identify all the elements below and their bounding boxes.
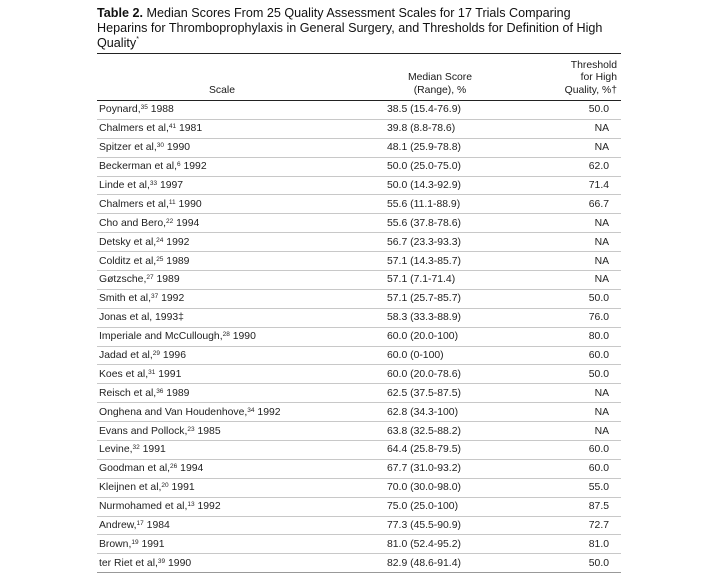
median-score-cell: 70.0 (30.0-98.0) (350, 478, 530, 497)
median-score-cell: 57.1 (7.1-71.4) (350, 271, 530, 290)
scale-cell (97, 346, 350, 365)
median-score-cell: 55.6 (37.8-78.6) (350, 214, 530, 233)
reference-number: 31 (148, 368, 156, 376)
median-score-cell: 58.3 (33.3-88.9) (350, 308, 530, 327)
table-row (97, 119, 621, 138)
scale-year: 1990 (175, 198, 202, 210)
scale-name: Onghena and Van Houdenhove, (99, 406, 248, 418)
scale-cell (97, 384, 350, 403)
table-row (97, 138, 621, 157)
table-row (97, 441, 621, 460)
scale-name: Colditz et al, (99, 255, 157, 267)
scale-year: 1992 (163, 236, 190, 248)
threshold-cell: NA (530, 119, 621, 138)
scale-name: Nurmohamed et al, (99, 501, 188, 513)
table-row (97, 252, 621, 271)
scale-name: Gøtzsche, (99, 274, 147, 286)
table-figure (97, 6, 621, 573)
table-row (97, 233, 621, 252)
median-score-cell: 77.3 (45.5-90.9) (350, 516, 530, 535)
scale-name: Beckerman et al, (99, 161, 177, 173)
table-row (97, 535, 621, 554)
scale-year: 1992 (158, 293, 185, 305)
threshold-cell: 60.0 (530, 459, 621, 478)
threshold-cell: 80.0 (530, 327, 621, 346)
scale-year: 1990 (165, 557, 192, 569)
scale-name: Reisch et al, (99, 387, 157, 399)
table-row (97, 384, 621, 403)
table-label: Table 2. (97, 6, 143, 20)
table-row (97, 289, 621, 308)
scores-table (97, 54, 621, 573)
scale-year: 1992 (180, 161, 207, 173)
scale-year: 1991 (139, 444, 166, 456)
threshold-cell: 62.0 (530, 157, 621, 176)
threshold-cell: 60.0 (530, 346, 621, 365)
scale-cell (97, 138, 350, 157)
median-score-cell: 50.0 (14.3-92.9) (350, 176, 530, 195)
reference-number: 19 (131, 538, 139, 546)
scale-name: Poynard, (99, 104, 141, 116)
threshold-cell: 60.0 (530, 441, 621, 460)
scale-name: Chalmers et al, (99, 198, 169, 210)
scale-year: 1994 (177, 463, 204, 475)
threshold-cell: NA (530, 138, 621, 157)
threshold-cell: NA (530, 252, 621, 271)
scale-year: 1988 (147, 104, 174, 116)
table-row (97, 403, 621, 422)
table-row (97, 271, 621, 290)
scale-year: 1990 (164, 142, 191, 154)
scale-cell (97, 554, 350, 573)
scale-cell (97, 459, 350, 478)
median-score-cell: 55.6 (11.1-88.9) (350, 195, 530, 214)
scale-name: Jadad et al, (99, 350, 153, 362)
reference-number: 37 (150, 293, 159, 301)
reference-number: 11 (168, 198, 176, 206)
reference-number: 13 (187, 501, 195, 509)
table-row (97, 195, 621, 214)
scale-name: ter Riet et al, (99, 557, 158, 569)
median-score-cell: 67.7 (31.0-93.2) (350, 459, 530, 478)
scale-year: 1991 (155, 368, 182, 380)
reference-number: 41 (168, 123, 177, 131)
scale-year: 1990 (229, 331, 256, 343)
scale-name: Spitzer et al, (99, 142, 157, 154)
median-score-cell: 60.0 (20.0-100) (350, 327, 530, 346)
scale-year: 1992 (254, 406, 281, 418)
scale-cell (97, 289, 350, 308)
scale-year: 1994 (173, 217, 200, 229)
median-score-cell: 81.0 (52.4-95.2) (350, 535, 530, 554)
scale-year: 1989 (163, 255, 190, 267)
median-score-cell: 64.4 (25.8-79.5) (350, 441, 530, 460)
table-row (97, 308, 621, 327)
scale-cell (97, 157, 350, 176)
scale-cell (97, 119, 350, 138)
scale-cell (97, 327, 350, 346)
scale-name: Linde et al, (99, 180, 150, 191)
scale-cell (97, 478, 350, 497)
scale-cell (97, 252, 350, 271)
scale-cell (97, 516, 350, 535)
reference-number: 24 (156, 236, 164, 244)
reference-number: 20 (161, 482, 169, 490)
table-row (97, 346, 621, 365)
scale-cell (97, 308, 350, 327)
threshold-cell: 81.0 (530, 535, 621, 554)
reference-number: 26 (170, 463, 178, 471)
scale-year: 1981 (176, 123, 203, 135)
median-score-cell: 62.5 (37.5-87.5) (350, 384, 530, 403)
table-row (97, 516, 621, 535)
reference-number: 23 (187, 425, 195, 433)
threshold-cell: 50.0 (530, 289, 621, 308)
scale-cell (97, 101, 350, 120)
scale-cell (97, 195, 350, 214)
scale-name: Smith et al, (99, 293, 151, 305)
scale-name: Kleijnen et al, (99, 482, 162, 494)
table-body (97, 101, 621, 573)
threshold-cell: NA (530, 214, 621, 233)
median-score-cell: 39.8 (8.8-78.6) (350, 119, 530, 138)
reference-number: 22 (166, 217, 174, 225)
threshold-cell: 87.5 (530, 497, 621, 516)
scale-year: 1996 (159, 350, 186, 362)
scale-name: Detsky et al, (99, 236, 157, 248)
median-score-cell: 48.1 (25.9-78.8) (350, 138, 530, 157)
median-score-cell: 57.1 (25.7-85.7) (350, 289, 530, 308)
reference-number: 25 (156, 255, 164, 263)
reference-number: 36 (156, 387, 164, 395)
table-row (97, 497, 621, 516)
threshold-cell: 55.0 (530, 478, 621, 497)
threshold-cell: 72.7 (530, 516, 621, 535)
median-score-cell: 57.1 (14.3-85.7) (350, 252, 530, 271)
scale-cell (97, 497, 350, 516)
reference-number: 6 (176, 161, 181, 169)
scale-cell (97, 271, 350, 290)
threshold-cell: 71.4 (530, 176, 621, 195)
scale-year: 1989 (163, 387, 190, 399)
scale-cell (97, 403, 350, 422)
median-score-cell: 38.5 (15.4-76.9) (350, 101, 530, 120)
scale-name: Brown, (99, 538, 132, 550)
scale-year: 1992 (194, 501, 221, 513)
median-score-cell: 56.7 (23.3-93.3) (350, 233, 530, 252)
table-row (97, 478, 621, 497)
threshold-cell: 50.0 (530, 554, 621, 573)
table-title (97, 6, 621, 54)
scale-name: Imperiale and McCullough, (99, 331, 223, 343)
threshold-cell: 66.7 (530, 195, 621, 214)
scale-year: 1985 (194, 425, 221, 437)
reference-number: 27 (146, 274, 154, 282)
threshold-cell: 50.0 (530, 365, 621, 384)
reference-number: 28 (222, 331, 230, 339)
scale-name: Goodman et al, (99, 463, 171, 475)
scale-cell (97, 441, 350, 460)
threshold-cell: NA (530, 233, 621, 252)
scale-cell (97, 535, 350, 554)
scale-year: 1991 (138, 538, 165, 550)
scale-cell (97, 422, 350, 441)
scale-name: Chalmers et al, (99, 123, 169, 135)
threshold-cell: 76.0 (530, 308, 621, 327)
table-row (97, 422, 621, 441)
table-row (97, 101, 621, 120)
scale-name: Evans and Pollock, (99, 425, 188, 437)
scale-name: Cho and Bero, (99, 217, 167, 229)
median-score-cell: 50.0 (25.0-75.0) (350, 157, 530, 176)
table-row (97, 365, 621, 384)
table-row (97, 327, 621, 346)
scale-cell (97, 365, 350, 384)
reference-number: 32 (132, 444, 140, 452)
threshold-cell: 50.0 (530, 101, 621, 120)
scale-name: Andrew, (99, 520, 137, 532)
table-row (97, 176, 621, 195)
threshold-cell: NA (530, 422, 621, 441)
table-caption: Median Scores From 25 Quality Assessment Scales for 17 Trials Comparing Heparins for Thromboprophylaxis in General Surgery, and Thresholds for Definition of High Quality (97, 6, 603, 50)
median-score-cell: 62.8 (34.3-100) (350, 403, 530, 422)
table-row (97, 554, 621, 573)
median-score-cell: 63.8 (32.5-88.2) (350, 422, 530, 441)
scale-year: 1984 (143, 520, 170, 532)
scale-cell (97, 214, 350, 233)
reference-number: 30 (156, 142, 164, 150)
reference-number: 33 (149, 180, 158, 187)
column-header-median: Median Score (Range), % (350, 54, 530, 101)
threshold-cell: NA (530, 403, 621, 422)
median-score-cell: 75.0 (25.0-100) (350, 497, 530, 516)
header-row (97, 54, 621, 101)
scale-year: 1997 (157, 180, 184, 191)
table-row (97, 157, 621, 176)
scale-cell (97, 233, 350, 252)
reference-number: 39 (157, 557, 166, 565)
median-score-cell: 82.9 (48.6-91.4) (350, 554, 530, 573)
table-row (97, 214, 621, 233)
median-score-cell: 60.0 (0-100) (350, 346, 530, 365)
scale-name: Koes et al, (99, 368, 149, 380)
reference-number: 17 (136, 520, 144, 528)
median-score-cell: 60.0 (20.0-78.6) (350, 365, 530, 384)
reference-number: 29 (152, 350, 160, 358)
scale-year: 1989 (153, 274, 180, 286)
threshold-cell: NA (530, 271, 621, 290)
scale-name: Levine, (99, 444, 133, 456)
scale-cell (97, 176, 350, 195)
table-row (97, 459, 621, 478)
scale-name: Jonas et al, 1993‡ (99, 312, 184, 324)
column-header-threshold: Threshold for High Quality, %† (530, 54, 621, 101)
reference-number: 35 (140, 104, 148, 112)
column-header-scale: Scale (97, 54, 350, 101)
threshold-cell: NA (530, 384, 621, 403)
scale-year: 1991 (168, 482, 195, 494)
caption-footnote-marker: * (136, 36, 139, 43)
reference-number: 34 (247, 406, 255, 414)
